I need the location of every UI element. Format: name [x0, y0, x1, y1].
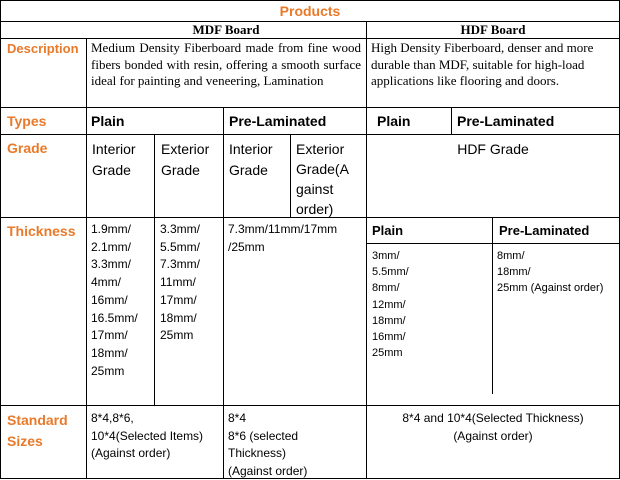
row-label-description: Description — [7, 41, 79, 56]
mdf-lam-exterior-grade: Exterior Grade(A gainst order) — [296, 141, 349, 217]
hdf-thickness-header-pre-laminated: Pre-Laminated — [499, 223, 590, 238]
row-label-thickness: Thickness — [7, 223, 76, 239]
hdf-grade: HDF Grade — [457, 141, 529, 157]
divider-hdf-thickness — [492, 217, 493, 394]
divider-label-col — [86, 38, 87, 479]
row-label-types: Types — [7, 113, 47, 129]
hdf-plain-thickness: 3mm/ 5.5mm/ 8mm/ 12mm/ 18mm/ 16mm/ 25mm — [372, 250, 409, 360]
mdf-plain-interior-grade: Interior Grade — [92, 141, 136, 178]
divider-mdf-plain-grades — [154, 134, 155, 405]
mdf-plain-exterior-grade: Exterior Grade — [161, 141, 210, 178]
mdf-plain-interior-thickness: 1.9mm/ 2.1mm/ 3.3mm/ 4mm/ 16mm/ 16.5mm/ 17mm/ 18mm/ 25mm — [91, 222, 138, 378]
hdf-pre-laminated-thickness: 8mm/ 18mm/ 25mm (Against order) — [497, 250, 604, 295]
table-title: Products — [279, 3, 341, 19]
divider-hdf-thickness-header — [366, 243, 620, 244]
divider-description — [0, 107, 620, 108]
hdf-group-header: HDF Board — [460, 22, 526, 37]
mdf-group-header: MDF Board — [192, 22, 260, 37]
divider-thickness — [0, 405, 620, 406]
mdf-lam-interior-grade: Interior Grade — [229, 141, 273, 178]
hdf-sizes: 8*4 and 10*4(Selected Thickness) (Against order) — [402, 411, 584, 443]
divider-mdf-lam-grades — [290, 134, 291, 217]
divider-mdf-types — [223, 107, 224, 479]
border-top — [0, 0, 620, 1]
hdf-thickness-header-plain: Plain — [372, 223, 404, 238]
mdf-plain-sizes: 8*4,8*6, 10*4(Selected Items) (Against order) — [91, 411, 204, 460]
mdf-plain-exterior-thickness: 3.3mm/ 5.5mm/ 7.3mm/ 11mm/ 17mm/ 18mm/ 25mm — [160, 222, 201, 343]
mdf-type-plain: Plain — [91, 113, 125, 129]
divider-types — [0, 134, 620, 135]
hdf-type-plain: Plain — [377, 113, 411, 129]
mdf-type-pre-laminated: Pre-Laminated — [229, 113, 327, 129]
hdf-description: High Density Fiberboard, denser and more durable than MDF, suitable for high-load applications like flooring and doors. — [371, 40, 594, 88]
row-label-grade: Grade — [7, 140, 48, 156]
row-label-standard-sizes: Standard Sizes — [7, 412, 68, 449]
border-left — [0, 0, 1, 479]
divider-groups — [0, 38, 620, 39]
mdf-pre-laminated-thickness: 7.3mm/11mm/17mm /25mm — [228, 222, 338, 254]
mdf-pre-laminated-sizes: 8*4 8*6 (selected Thickness) (Against order) — [228, 411, 308, 478]
hdf-type-pre-laminated: Pre-Laminated — [457, 113, 555, 129]
mdf-description: Medium Density Fiberboard made from fine wood fibers bonded with resin, offering a smooth surface ideal for painting and veneering, Lamination — [91, 40, 361, 88]
divider-hdf-types — [451, 107, 452, 134]
